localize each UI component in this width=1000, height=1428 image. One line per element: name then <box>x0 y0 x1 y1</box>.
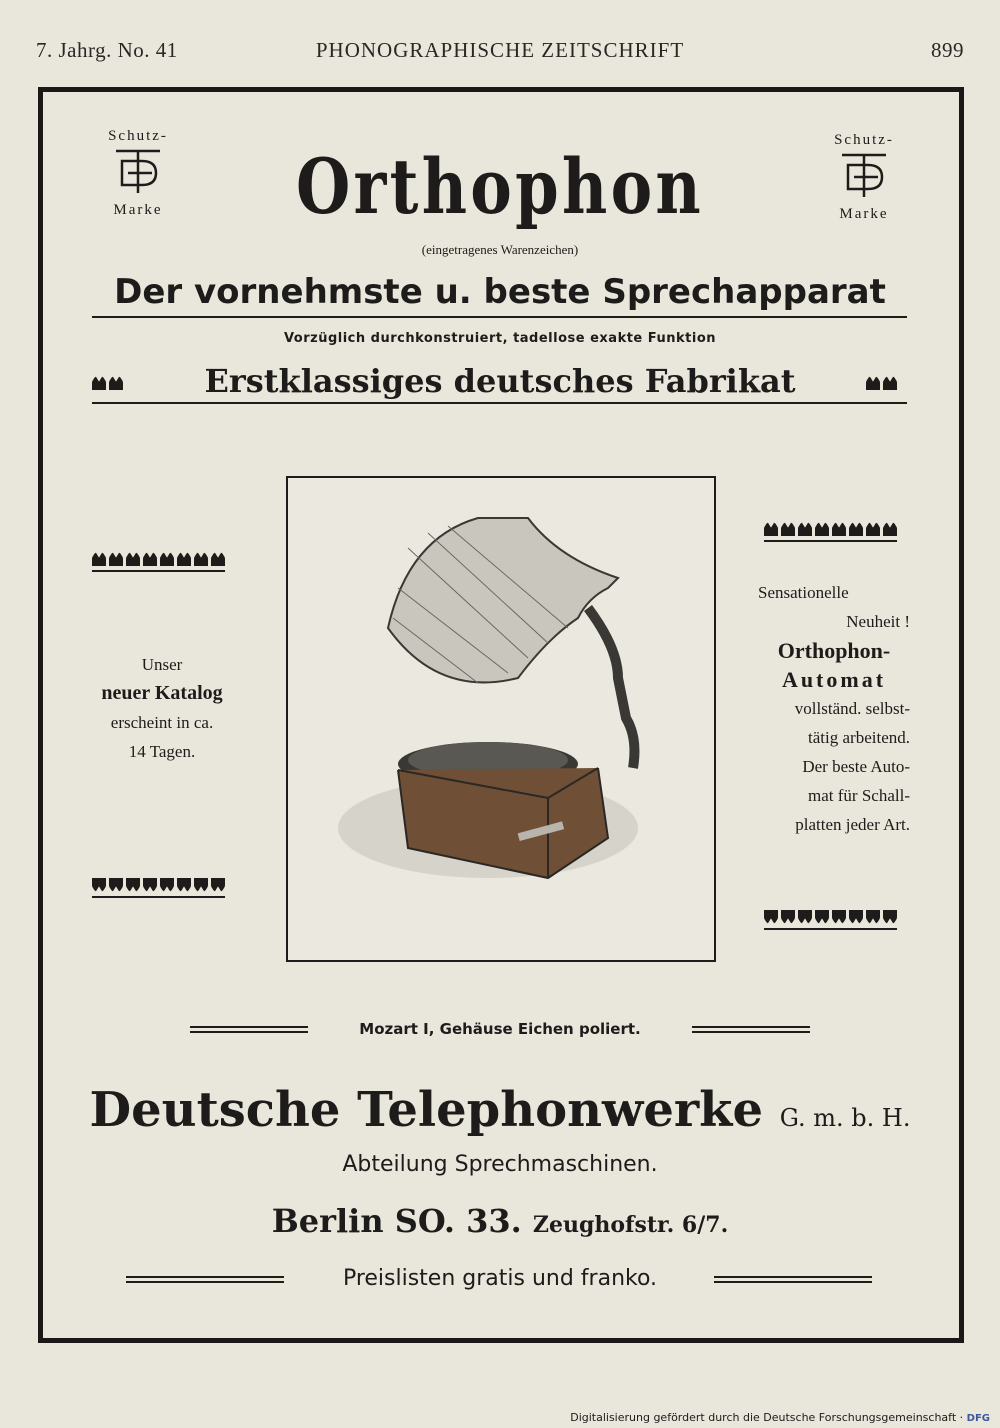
automat-line: Orthophon- <box>777 638 891 663</box>
ornament-icon <box>177 878 191 892</box>
illustration-caption: Mozart I, Gehäuse Eichen poliert. <box>359 1020 641 1038</box>
ornament-icon <box>849 910 863 924</box>
registered-note: (eingetragenes Warenzeichen) <box>421 242 579 257</box>
ornament-icon <box>764 910 778 924</box>
catalog-line: neuer Katalog <box>101 682 223 704</box>
catalog-line: Unser <box>141 655 183 674</box>
automat-line: Neuheit ! <box>846 612 910 631</box>
automat-line: mat für Schall- <box>808 786 910 805</box>
ornament-icon <box>92 552 106 566</box>
ornament-icon <box>177 552 191 566</box>
automat-line: Automat <box>781 667 887 692</box>
department: Abteilung Sprechmaschinen. <box>342 1152 658 1177</box>
credit-text: Digitalisierung gefördert durch die Deutsche Forschungsgemeinschaft <box>570 1411 957 1424</box>
headline-primary: Der vornehmste u. beste Sprechapparat <box>114 272 886 312</box>
ornament-icon <box>194 878 208 892</box>
ornament-band-top-left <box>92 552 225 572</box>
ornament-right <box>866 376 897 390</box>
ornament-icon <box>815 522 829 536</box>
issue-label: 7. Jahrg. No. 41 <box>36 38 178 62</box>
ornament-icon <box>815 910 829 924</box>
page-number: 899 <box>931 38 964 62</box>
ornament-icon <box>883 376 897 390</box>
ornament-icon <box>211 552 225 566</box>
pricelist-note: Preislisten gratis und franko. <box>342 1266 658 1291</box>
digitization-credit: Digitalisierung gefördert durch die Deutsche Forschungsgemeinschaft · DFG <box>570 1411 990 1424</box>
ornament-icon <box>883 522 897 536</box>
caption-rule-right <box>692 1026 810 1033</box>
ornament-icon <box>849 522 863 536</box>
ornament-icon <box>92 878 106 892</box>
ornament-icon <box>798 910 812 924</box>
ornament-icon <box>781 522 795 536</box>
trademark-bottom-label: Marke <box>839 206 889 222</box>
ornament-icon <box>866 910 880 924</box>
company-name <box>0 1082 1000 1138</box>
trademark-top-label: Schutz- <box>108 128 168 144</box>
ornament-icon <box>866 376 880 390</box>
ornament-icon <box>143 552 157 566</box>
address-street: Zeughofstr. 6/7. <box>532 1212 729 1238</box>
ornament-icon <box>866 522 880 536</box>
automat-line: tätig arbeitend. <box>808 728 910 747</box>
automat-line: vollständ. selbst- <box>794 699 910 718</box>
ornament-band-top-right <box>764 522 897 542</box>
ornament-icon <box>109 552 123 566</box>
headline-secondary: Erstklassiges deutsches Fabrikat <box>204 362 796 400</box>
gramophone-icon <box>288 478 714 960</box>
ornament-icon <box>160 878 174 892</box>
ornament-icon <box>832 522 846 536</box>
ornament-band-bottom-left <box>92 878 225 898</box>
company-suffix: G. m. b. H. <box>779 1104 911 1132</box>
address <box>0 1202 1000 1240</box>
ornament-icon <box>764 522 778 536</box>
catalog-notice <box>92 650 232 766</box>
divider <box>92 316 907 318</box>
automat-line: platten jeder Art. <box>795 815 910 834</box>
ornament-icon <box>143 878 157 892</box>
ornament-icon <box>798 522 812 536</box>
ornament-icon <box>211 878 225 892</box>
ornament-icon <box>160 552 174 566</box>
automat-line: Sensationelle <box>758 583 849 602</box>
journal-title: PHONOGRAPHISCHE ZEITSCHRIFT <box>315 38 685 62</box>
address-city: Berlin SO. 33. <box>271 1202 522 1240</box>
trademark-top-label: Schutz- <box>834 132 894 148</box>
ornament-icon <box>883 910 897 924</box>
ornament-icon <box>109 878 123 892</box>
ornament-band-bottom-right <box>764 910 897 930</box>
ornament-icon <box>194 552 208 566</box>
ornament-icon <box>832 910 846 924</box>
tagline: Vorzüglich durchkonstruiert, tadellose exakte Funktion <box>283 331 717 346</box>
catalog-line: erscheint in ca. <box>110 713 214 732</box>
company-name-text: Deutsche Telephonwerke <box>89 1082 763 1138</box>
brand-title: Orthophon <box>295 142 705 231</box>
divider <box>92 402 907 404</box>
catalog-line: 14 Tagen. <box>128 742 196 761</box>
pricelist-rule-right <box>714 1276 872 1283</box>
automat-line: Der beste Auto- <box>802 757 910 776</box>
ornament-icon <box>126 878 140 892</box>
ornament-icon <box>781 910 795 924</box>
ornament-icon <box>126 552 140 566</box>
dfg-logo: DFG <box>966 1413 990 1424</box>
automat-notice <box>758 578 910 839</box>
gramophone-illustration <box>286 476 716 962</box>
trademark-bottom-label: Marke <box>113 202 163 218</box>
